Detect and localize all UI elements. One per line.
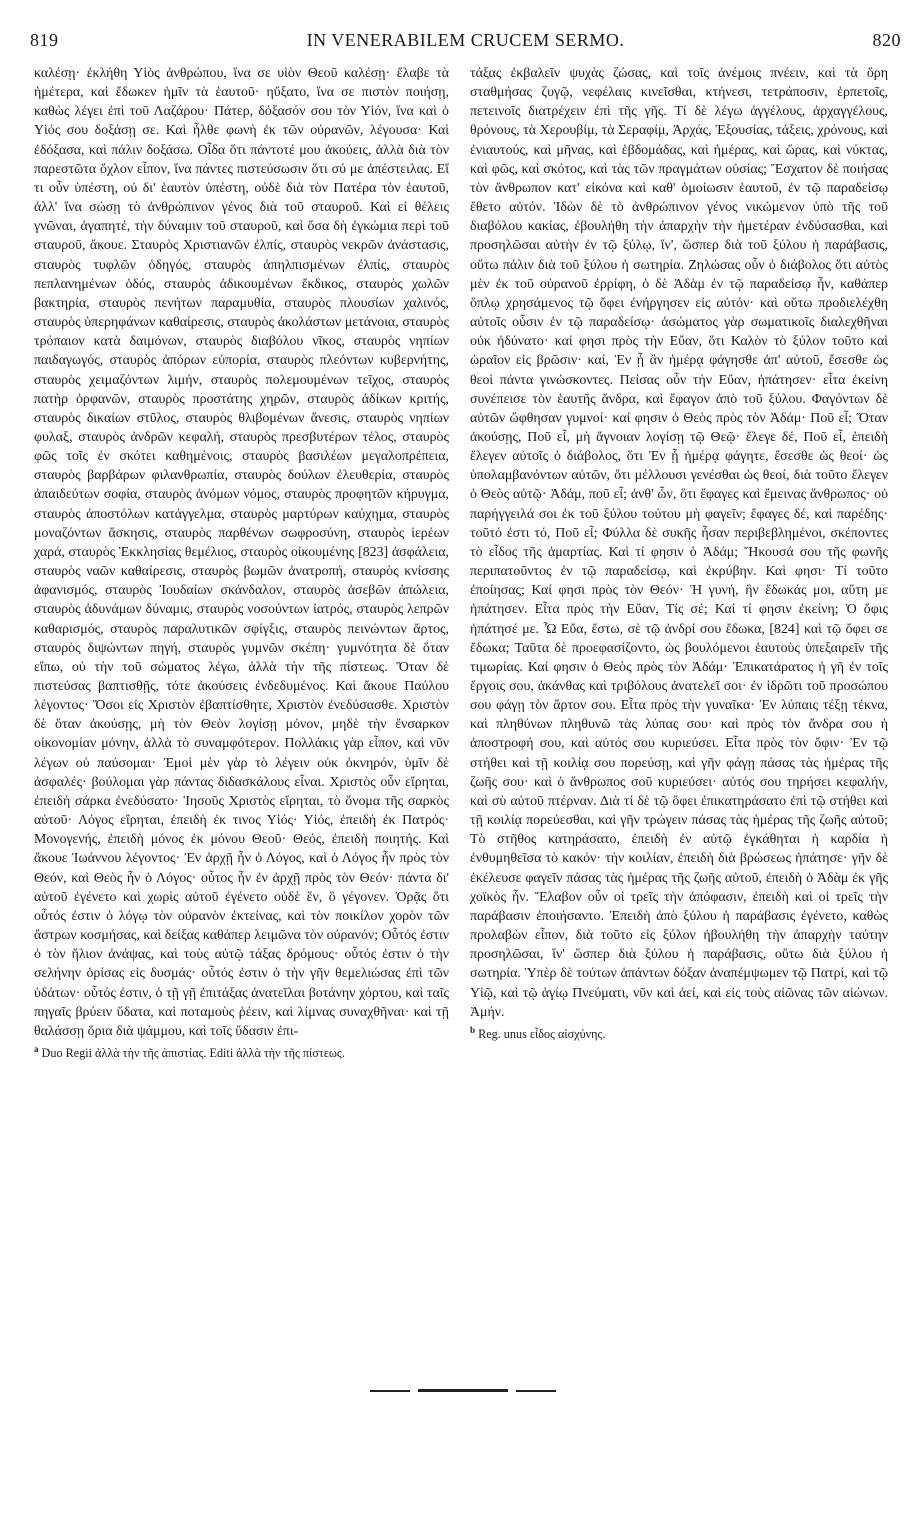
footnote-b-mark: b — [470, 1024, 476, 1035]
footnote-a — [34, 1041, 449, 1062]
page-number-left: 819 — [30, 30, 59, 50]
left-column-text: καλέσῃ· ἐκλήθη Υἱὸς ἀνθρώπου, ἵνα σε υἱὸν Θεοῦ καλέσῃ· ἔλαβε τὰ ἡμέτερα, καὶ ἔδωκεν ἡμῖν τὰ ἑαυτοῦ· ηὔξατο, ἵνα σε πιστὸν ποιήσῃ, καθὼς λέγει ἐπὶ τοῦ Λαζάρου· Πάτερ, δόξασόν σου τὸν Υἱόν, ἵνα καὶ ὁ Υἱός σου δοξάσῃ σε. Καὶ ἦλθε φωνὴ ἐκ τῶν οὐρανῶν, λέγουσα· Καὶ ἐδόξασα, καὶ πάλιν δοξάσω. Οἶδα ὅτι πάντοτέ μου ἀκούεις, ἀλλὰ διὰ τὸν παρεστῶτα ὄχλον εἶπον, ἵνα πάντες πιστεύσωσιν ὅτι σύ με ἀπέστειλας. Εἴ τι οὖν ὑπέστη, οὐ δι' ἑαυτὸν ὑπέστη, οὐδὲ διὰ τὸν Πατέρα τὸν ἑαυτοῦ, ἀλλ' ἵνα σώσῃ τὸ ἀνθρώπινον γένος διὰ τοῦ σταυροῦ. Καὶ εἰ θέλεις γνῶναι, ἀγαπητέ, τὴν δύναμιν τοῦ σταυροῦ, καὶ ὅσα δὴ ἐγκώμια περὶ τοῦ σταυροῦ, ἄκουε. Σταυρὸς Χριστιανῶν ἐλπίς, σταυρὸς νεκρῶν ἀνάστασις, σταυρὸς τυφλῶν ὁδηγός, σταυρὸς ἀπηλπισμένων ἐλπίς, σταυρὸς πεπλανημένων ὁδός, σταυρὸς ἀδικουμένων ἔκδικος, σταυρὸς χωλῶν βακτηρία, σταυρὸς πενήτων παραμυθία, σταυρὸς πλουσίων χαλινός, σταυρὸς ὑπερηφάνων καθαίρεσις, σταυρὸς ἀκολάστων μετάνοια, σταυρὸς τρόπαιον κατὰ δαιμόνων, σταυρὸς διαβόλου νῖκος, σταυρὸς νηπίων παιδαγωγός, σταυρὸς ἀπόρων εὐπορία, σταυρὸς πλεόντων κυβερνήτης, σταυρὸς χειμαζόντων λιμήν, σταυρὸς πολεμουμένων τεῖχος, σταυρὸς πατὴρ ὀρφανῶν, σταυρὸς προστάτης χηρῶν, σταυρὸς ἀδίκων κριτής, σταυρὸς δικαίων στῦλος, σταυρὸς θλιβομένων ἄνεσις, σταυρὸς νηπίων φυλαξ, σταυρὸς ἀνδρῶν κεφαλή, σταυρὸς πρεσβυτέρων τέλος, σταυρὸς φῶς τοῖς ἐν σκότει καθημένοις, σταυρὸς βασιλέων μεγαλοπρέπεια, σταυρὸς βαρβάρων φιλανθρωπία, σταυρὸς δούλων ἐλευθερία, σταυρὸς ἀπαιδεύτων σοφία, σταυρὸς ἀνόμων νόμος, σταυρὸς προφητῶν κήρυγμα, σταυρὸς ἀποστόλων κατάγγελμα, σταυρὸς μαρτύρων καύχημα, σταυρὸς μοναζόντων ἄσκησις, σταυρὸς παρθένων σωφροσύνη, σταυρὸς ἱερέων χαρά, σταυρὸς Ἐκκλησίας θεμέλιος, σταυρὸς οἰκουμένης [823] ἀσφάλεια, σταυρὸς ναῶν καθαίρεσις, σταυρὸς βωμῶν ἀνατροπή, σταυρὸς κνίσσης ἀφανισμός, σταυρὸς Ἰουδαίων σκάνδαλον, σταυρὸς ἀσεβῶν ἀπώλεια, σταυρὸς ἀδυνάμων δύναμις, σταυρὸς νοσούντων ἰατρός, σταυρὸς λεπρῶν καθαρισμός, σταυρὸς παραλυτικῶν σφίγξις, σταυρὸς πεινώντων ἄρτος, σταυρὸς διψώντων πηγή, σταυρὸς γυμνῶν σκέπη· γυμνότητα δὲ ὅταν εἴπω, οὐ τὴν τοῦ σώματος λέγω, ἀλλὰ τὴν τῆς πίστεως. Ὅταν δὲ πιστεύσας βαπτισθῇς, τότε ἀκούσεις ἐνδεδυμένος. Καὶ ἄκουε Παύλου λέγοντος· Ὅσοι εἰς Χριστὸν ἐβαπτίσθητε, Χριστὸν ἐνεδύσασθε. Χριστὸν δὲ ὅταν ἀκούσῃς, μὴ τὸν Θεὸν λογίσῃ μόνον, μηδὲ τὴν ἔνσαρκον οἰκονομίαν μόνην, ἀλλὰ τὸ συναμφότερον. Πολλάκις γὰρ εἶπον, καὶ νῦν λέγων οὐ παύσομαι· Ἐμοὶ μὲν γὰρ τὸ λέγειν οὐκ ὀκνηρόν, ὑμῖν δὲ ἀσφαλές· βούλομαι γὰρ πάντας διδασκάλους εἶναι. Χριστὸς οὖν εἴρηται, ἐπειδὴ σάρκα ἐνεδύσατο· Ἰησοῦς Χριστὸς εἴρηται, τὸ ὄνομα τῆς σαρκὸς αὐτοῦ· Λόγος εἴρηται, ἐπειδὴ ἐκ τινος Υἱός· Υἱός, ἐπειδὴ ἐκ Πατρός· Μονογενής, ἐπειδὴ μόνος ἐκ μόνου Θεοῦ· Θεός, ἐπειδὴ ποιητής. Καὶ ἄκουε Ἰωάννου λέγοντος· Ἐν ἀρχῇ ἦν ὁ Λόγος, καὶ ὁ Λόγος ἦν πρὸς τὸν Θεόν, καὶ Θεὸς ἦν ὁ Λόγος· οὗτος ἦν ἐν ἀρχῇ πρὸς τὸν Θεόν· πάντα δι' αὐτοῦ ἐγένετο καὶ χωρὶς αὐτοῦ ἐγένετο οὐδὲ ἕν, ὃ γέγονεν. Ὁρᾷς ὅτι οὗτός ἐστιν ὁ λόγῳ τὸν οὐρανὸν ἐκτείνας, καὶ τὸν ποικίλον χορὸν τῶν ἄστρων κοσμήσας, καὶ δείξας καθάπερ λειμῶνα τὸν οὐρανόν; Οὗτός ἐστιν ὁ τὸν ἥλιον ἀνάψας, καὶ τοὺς αὐτῷ τάξας δρόμους· οὗτός ἐστιν ὁ τὴν σελήνην ὁρίσας εἰς δυσμάς· οὗτός ἐστιν ὁ τὴν γῆν θεμελιώσας ἐπὶ τῶν ὑδάτων· οὗτός ἐστιν, ὁ τῇ γῇ ἐπιτάξας ἀνατεῖλαι βοτάνην χόρτου, καὶ ταῖς πηγαῖς βρύειν ὕδατα, καὶ ποταμοὺς ῥέειν, καὶ λίμνας συναχθῆναι· καὶ τῇ θαλάσσῃ ὅρια διὰ ψάμμου, καὶ τοῖς ὕδασιν ἐπι- — [34, 66, 449, 1039]
right-column-text: τάξας ἐκβαλεῖν ψυχὰς ζώσας, καὶ τοῖς ἀνέμοις πνέειν, καὶ τὰ ὄρη σταθμήσας ζυγῷ, νεφέλαις κινεῖσθαι, κτήνεσι, τετράποσιν, ἑρπετοῖς, πετεινοῖς διατρέχειν ἐπὶ τῆς γῆς. Τί δὲ λέγω ἀγγέλους, ἀρχαγγέλους, θρόνους, τὰ Χερουβίμ, τὰ Σεραφίμ, Ἀρχάς, Ἐξουσίας, τάξεις, χρόνους, καὶ ἐνιαυτούς, καὶ μῆνας, καὶ ἑβδομάδας, καὶ ἡμέρας, καὶ ὥρας, καὶ νύκτας, καὶ φῶς, καὶ σκότος, καὶ τὰς τῶν πραγμάτων οὐσίας; Ἔσχατον δὲ ποιήσας τὸν ἄνθρωπον κατ' εἰκόνα καὶ καθ' ὁμοίωσιν ἑαυτοῦ, ἐν τῷ παραδείσῳ ἔθετο αὐτόν. Ἰδὼν δὲ τὸ ἀνθρώπινον γένος νικώμενον ὑπὸ τῆς τοῦ διαβόλου κακίας, ἐβουλήθη τὴν ἀπαρχὴν τὴν ἡμετέραν ἐνδύσασθαι, καὶ προσηλῶσαι αὐτὴν ἐν τῷ ξύλῳ, ἵν', ὥσπερ διὰ τοῦ ξύλου ἡ παράβασις, οὕτω πάλιν διὰ τοῦ ξύλου ἡ σωτηρία. Ζηλώσας οὖν ὁ διάβολος ὅτι αὐτὸς μὲν ἐκ τοῦ οὐρανοῦ ἐρρίφη, ὁ δὲ Ἀδὰμ ἐν τῷ παραδείσῳ ἦν, καθάπερ ὅπλῳ χρησάμενος τῷ ὄφει ἐνήργησεν εἰς αὐτόν· καὶ οὕτω προδιελέχθη αὐτοῖς οὖσιν ἐν τῷ παραδείσῳ· ἀσώματος γὰρ σωματικοῖς διαλεχθῆναι οὐκ ἠδύνατο· καί φησι πρὸς τὴν Εὔαν, ὅτι Καλὸν τὸ ξύλον τοῦτο καὶ ὡραῖον εἰς βρῶσιν· καί, Ἐν ᾗ ἂν ἡμέρᾳ φάγησθε ἀπ' αὐτοῦ, ἔσεσθε ὡς θεοὶ πάντα γινώσκοντες. Πείσας οὖν τὴν Εὔαν, ἠπάτησεν· εἶτα ἐκείνη συνέπεισε τὸν ἑαυτῆς ἄνδρα, καὶ ἔφαγον ἀπὸ τοῦ ξύλου. Φαγόντων δὲ αὐτῶν ὤφθησαν γυμνοί· καί φησιν ὁ Θεὸς πρὸς τὸν Ἀδάμ· Ποῦ εἶ; Ὅταν ἀκούσῃς, Ποῦ εἶ, μὴ ἄγνοιαν λογίσῃ τῷ Θεῷ· ἔλεγε δέ, Ποῦ εἶ, ἐπειδὴ ἔλεγεν αὐτοῖς ὁ διάβολος, ὅτι Ἐν ᾗ ἡμέρᾳ φάγητε, ἔσεσθε ὡς θεοί· ὡς ὑπολαμβανόντων αὐτῶν, ὅτι μέλλουσι γενέσθαι ὡς θεοί, διὰ τοῦτο ἔλεγεν ὁ Θεὸς αὐτῷ· Ἀδάμ, ποῦ εἶ; ἀνθ' ὧν, ὅτι ἔφαγες καὶ ἔμεινας ἄνθρωπος· οὐ παρήγγειλά σοι ἐκ τοῦ ξύλου τούτου μὴ φαγεῖν; ἔφαγες δέ, καὶ παρέδης· τοῦτό ἐστι τό, Ποῦ εἶ; Φύλλα δὲ συκῆς ἦσαν περιβεβλημένοι, σκέποντες τὸ εἶδος τῆς ἁμαρτίας. Καὶ τί φησιν ὁ Ἀδάμ; Ἤκουσά σου τῆς φωνῆς περιπατοῦντος ἐν τῷ παραδείσῳ, καὶ ἐκρύβην. Καὶ φησι· Τί τοῦτο ἐποίησας; Καί φησι πρὸς τὸν Θεόν· Ἡ γυνή, ἣν ἔδωκάς μοι, αὕτη με ἠπάτησεν. Εἶτα πρὸς τὴν Εὔαν, Τίς σέ; Καί τί φησιν ἐκείνη; Ὁ ὄφις ἠπάτησέ με. Ὦ Εὔα, ἔστω, σὲ τῷ ἀνδρί σου ἔδωκα, [824] καὶ τῷ ὄφει σε ἔδωκα; Ταῦτα δὲ προεφασίζοντο, ὡς βουλόμενοι ἑαυτοὺς ὑπεξαιρεῖν τῆς τιμωρίας. Καί φησιν ὁ Θεὸς πρὸς τὸν Ἀδάμ· Ἐπικατάρατος ἡ γῆ ἐν τοῖς ἔργοις σου, ἀκάνθας καὶ τριβόλους ἀνατελεῖ σοι· ἐν ἱδρῶτι τοῦ προσώπου σου φάγῃ τὸν ἄρτον σου. Εἶτα πρὸς τὴν γυναῖκα· Ἐν λύπαις τέξῃ τέκνα, καὶ πληθύνων πληθυνῶ τὰς λύπας σου· καὶ πρὸς τὸν ἄνδρα σου ἡ ἀποστροφή σου, καὶ αὐτός σου κυριεύσει. Εἶτα πρὸς τὸν ὄφιν· Ἐν τῷ στήθει καὶ τῇ κοιλίᾳ σου πορεύσῃ, καὶ γῆν φάγῃ πάσας τὰς ἡμέρας τῆς ζωῆς σου· καὶ ὁ ἄνθρωπος σοῦ κυριεύσει· αὐτός σου τηρήσει κεφαλήν, καὶ σὺ αὐτοῦ πτέρναν. Διὰ τί δὲ τῷ ὄφει ἐπικατηράσατο ἐπὶ τῷ στήθει καὶ τῇ κοιλίᾳ πορεύεσθαι, καὶ γῆν τρώγειν πάσας τὰς ἡμέρας τῆς ζωῆς αὐτοῦ; Τὸ στῆθος κατηράσατο, ἐπειδὴ ἐν αὐτῷ ἐγκάθηται ἡ καρδία ἡ ἐνθυμηθεῖσα τὸ κακόν· τὴν κοιλίαν, ἐπειδὴ διὰ βρώσεως ἠπάτησε· γῆν δὲ ἐκέλευσε φαγεῖν πάσας τὰς ἡμέρας τῆς ζωῆς αὐτοῦ, ἐπειδὴ ὁ Ἀδὰμ ἐκ γῆς χοϊκὸς ἦν. Ἔλαβον οὖν οἱ τρεῖς τὴν ἀπόφασιν, ἐπειδὴ καὶ οἱ τρεῖς τὴν παράβασιν ἐποιήσαντο. Ἐπειδὴ ἀπὸ ξύλου ἡ παράβασις ἐγένετο, καθὼς προλαβὼν εἶπον, διὰ τοῦτο εἰς ξύλον ἠβουλήθη τὴν ἀπαρχὴν ταύτην προσηλῶσαι, ἵν' ὥσπερ διὰ ξύλου ἡ παράβασις, οὕτω διὰ ξύλου ἡ σωτηρία. Ὑπὲρ δὲ τούτων ἁπάντων δόξαν ἀναπέμψωμεν τῷ Πατρί, καὶ τῷ Υἱῷ, καὶ τῷ ἁγίῳ Πνεύματι, νῦν καὶ ἀεί, καὶ εἰς τοὺς αἰῶνας τῶν αἰώνων. Ἀμήν. — [470, 66, 888, 1020]
running-header — [30, 30, 901, 54]
footnote-a-text: Duo Regii ἀλλὰ τὴν τῆς ἀπιστίας. Editi ἀλλὰ τὴν τῆς πίστεως. — [41, 1046, 345, 1061]
left-column — [34, 64, 449, 1062]
ornament-rule-center — [418, 1389, 508, 1392]
footnote-b-text: Reg. unus εἶδος αἰσχύνης. — [478, 1026, 606, 1041]
footnote-a-mark: a — [34, 1043, 39, 1054]
ornament-rule-right — [516, 1390, 556, 1392]
page-number-right: 820 — [872, 30, 901, 50]
right-column — [470, 64, 888, 1042]
running-title: IN VENERABILEM CRUCEM SERMO. — [306, 30, 625, 50]
ornament-rule-left — [370, 1390, 410, 1392]
end-ornament-rule — [370, 1388, 555, 1394]
footnote-b — [470, 1022, 888, 1043]
